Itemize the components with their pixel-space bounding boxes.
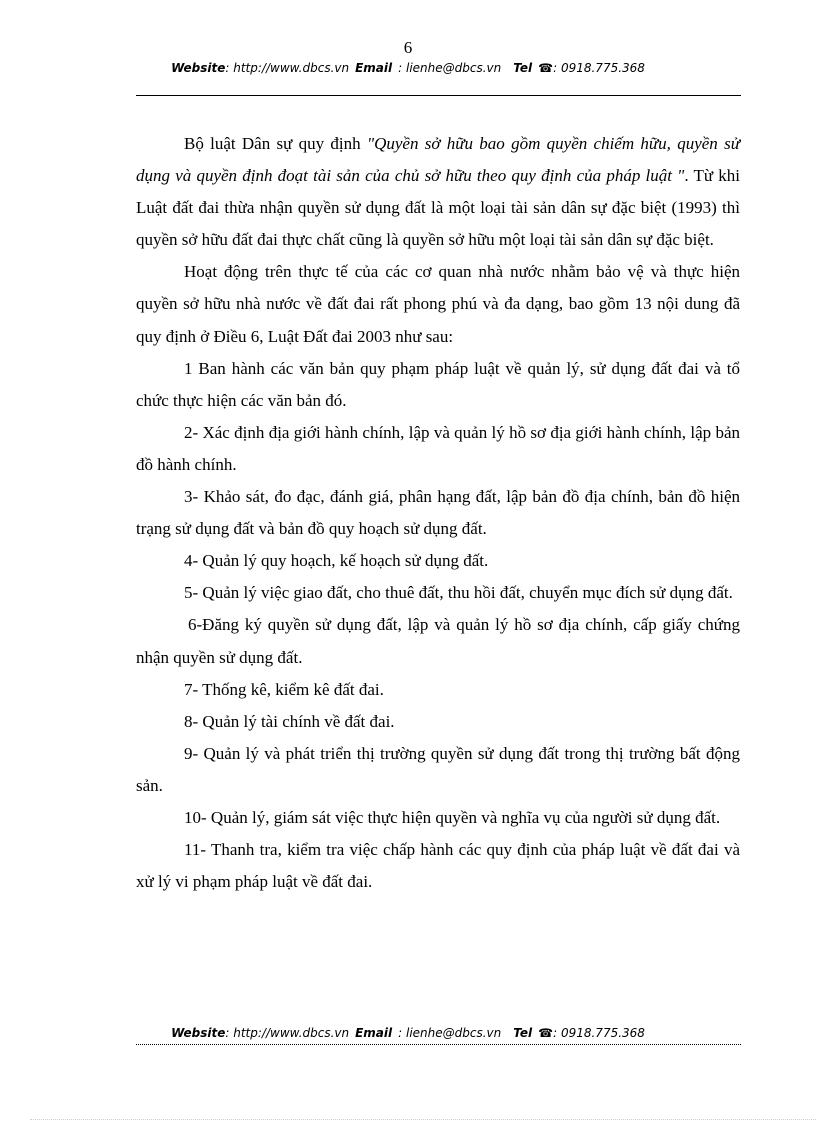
- list-item: 8- Quản lý tài chính về đất đai.: [184, 711, 395, 731]
- footer-email-value[interactable]: : lienhe@dbcs.vn: [398, 1026, 502, 1040]
- list-item: 2- Xác định địa giới hành chính, lập và quản lý hồ sơ địa giới hành chính, lập bản đồ hành chính.: [136, 422, 740, 474]
- list-item: 6-Đăng ký quyền sử dụng đất, lập và quản lý hồ sơ địa chính, cấp giấy chứng nhận quyền sử dụng đất.: [136, 615, 740, 667]
- footer-email-label: Email: [355, 1026, 393, 1040]
- footer-website-value[interactable]: : http://www.dbcs.vn: [225, 1026, 350, 1040]
- page-header: [0, 61, 816, 75]
- footer-website-label: Website: [171, 1026, 226, 1040]
- header-website-label: Website: [171, 61, 226, 75]
- list-item: 10- Quản lý, giám sát việc thực hiện quyền và nghĩa vụ của người sử dụng đất.: [184, 807, 721, 827]
- list-item: 5- Quản lý việc giao đất, cho thuê đất, thu hồi đất, chuyển mục đích sử dụng đất.: [184, 583, 733, 603]
- paragraph-civil-code: [136, 128, 740, 256]
- header-tel-value: : 0918.775.368: [553, 61, 645, 75]
- list-item: 11- Thanh tra, kiểm tra việc chấp hành các quy định của pháp luật về đất đai và xử lý vi phạm pháp luật về đất đai.: [136, 840, 740, 892]
- header-divider: [136, 95, 741, 96]
- header-tel-label: Tel: [513, 61, 533, 75]
- footer-tel-label: Tel: [513, 1026, 533, 1040]
- telephone-icon: ☎: [538, 61, 554, 75]
- list-item: 7- Thống kê, kiểm kê đất đai.: [184, 679, 384, 699]
- page-footer: [0, 1026, 816, 1040]
- list-item: 3- Khảo sát, đo đạc, đánh giá, phân hạng đất, lập bản đồ địa chính, bản đồ hiện trạng sử dụng đất và bản đồ quy hoạch sử dụng đất.: [136, 487, 740, 539]
- telephone-icon: ☎: [538, 1026, 554, 1040]
- paragraph-rest: . Từ khi Luật đất đai thừa nhận quyền sử dụng đất là một loại tài sản dân sự đặc biệt (1993) thì quyền sở hữu đất đai thực chất cũng là quyền sở hữu một loại tài sản dân sự đặc biệt.: [136, 166, 740, 250]
- list-item: 1 Ban hành các văn bản quy phạm pháp luật về quản lý, sử dụng đất đai và tổ chức thực hiện các văn bản đó.: [136, 358, 740, 410]
- legal-quote: "Quyền sở hữu bao gồm quyền chiếm hữu, quyền sử dụng và quyền định đoạt tài sản của chủ sở hữu theo quy định của pháp luật ": [136, 134, 740, 186]
- header-email-label: Email: [355, 61, 393, 75]
- header-email-value[interactable]: : lienhe@dbcs.vn: [398, 61, 502, 75]
- document-body: [136, 128, 740, 898]
- header-website-value[interactable]: : http://www.dbcs.vn: [225, 61, 350, 75]
- page-number: 6: [403, 38, 413, 57]
- footer-divider: [136, 1044, 741, 1045]
- paragraph-intro-list: Hoạt động trên thực tế của các cơ quan nhà nước nhằm bảo vệ và thực hiện quyền sở hữu nhà nước về đất đai rất phong phú và đa dạng, bao gồm 13 nội dung đã quy định ở Điều 6, Luật Đất đai 2003 như sau:: [136, 262, 740, 346]
- list-item: 9- Quản lý và phát triển thị trường quyền sử dụng đất trong thị trường bất động sản.: [136, 743, 740, 795]
- footer-tel-value: : 0918.775.368: [553, 1026, 645, 1040]
- list-item: 4- Quản lý quy hoạch, kế hoạch sử dụng đất.: [184, 551, 489, 571]
- page-edge-divider: [30, 1119, 816, 1120]
- paragraph-lead: Bộ luật Dân sự quy định: [184, 134, 367, 153]
